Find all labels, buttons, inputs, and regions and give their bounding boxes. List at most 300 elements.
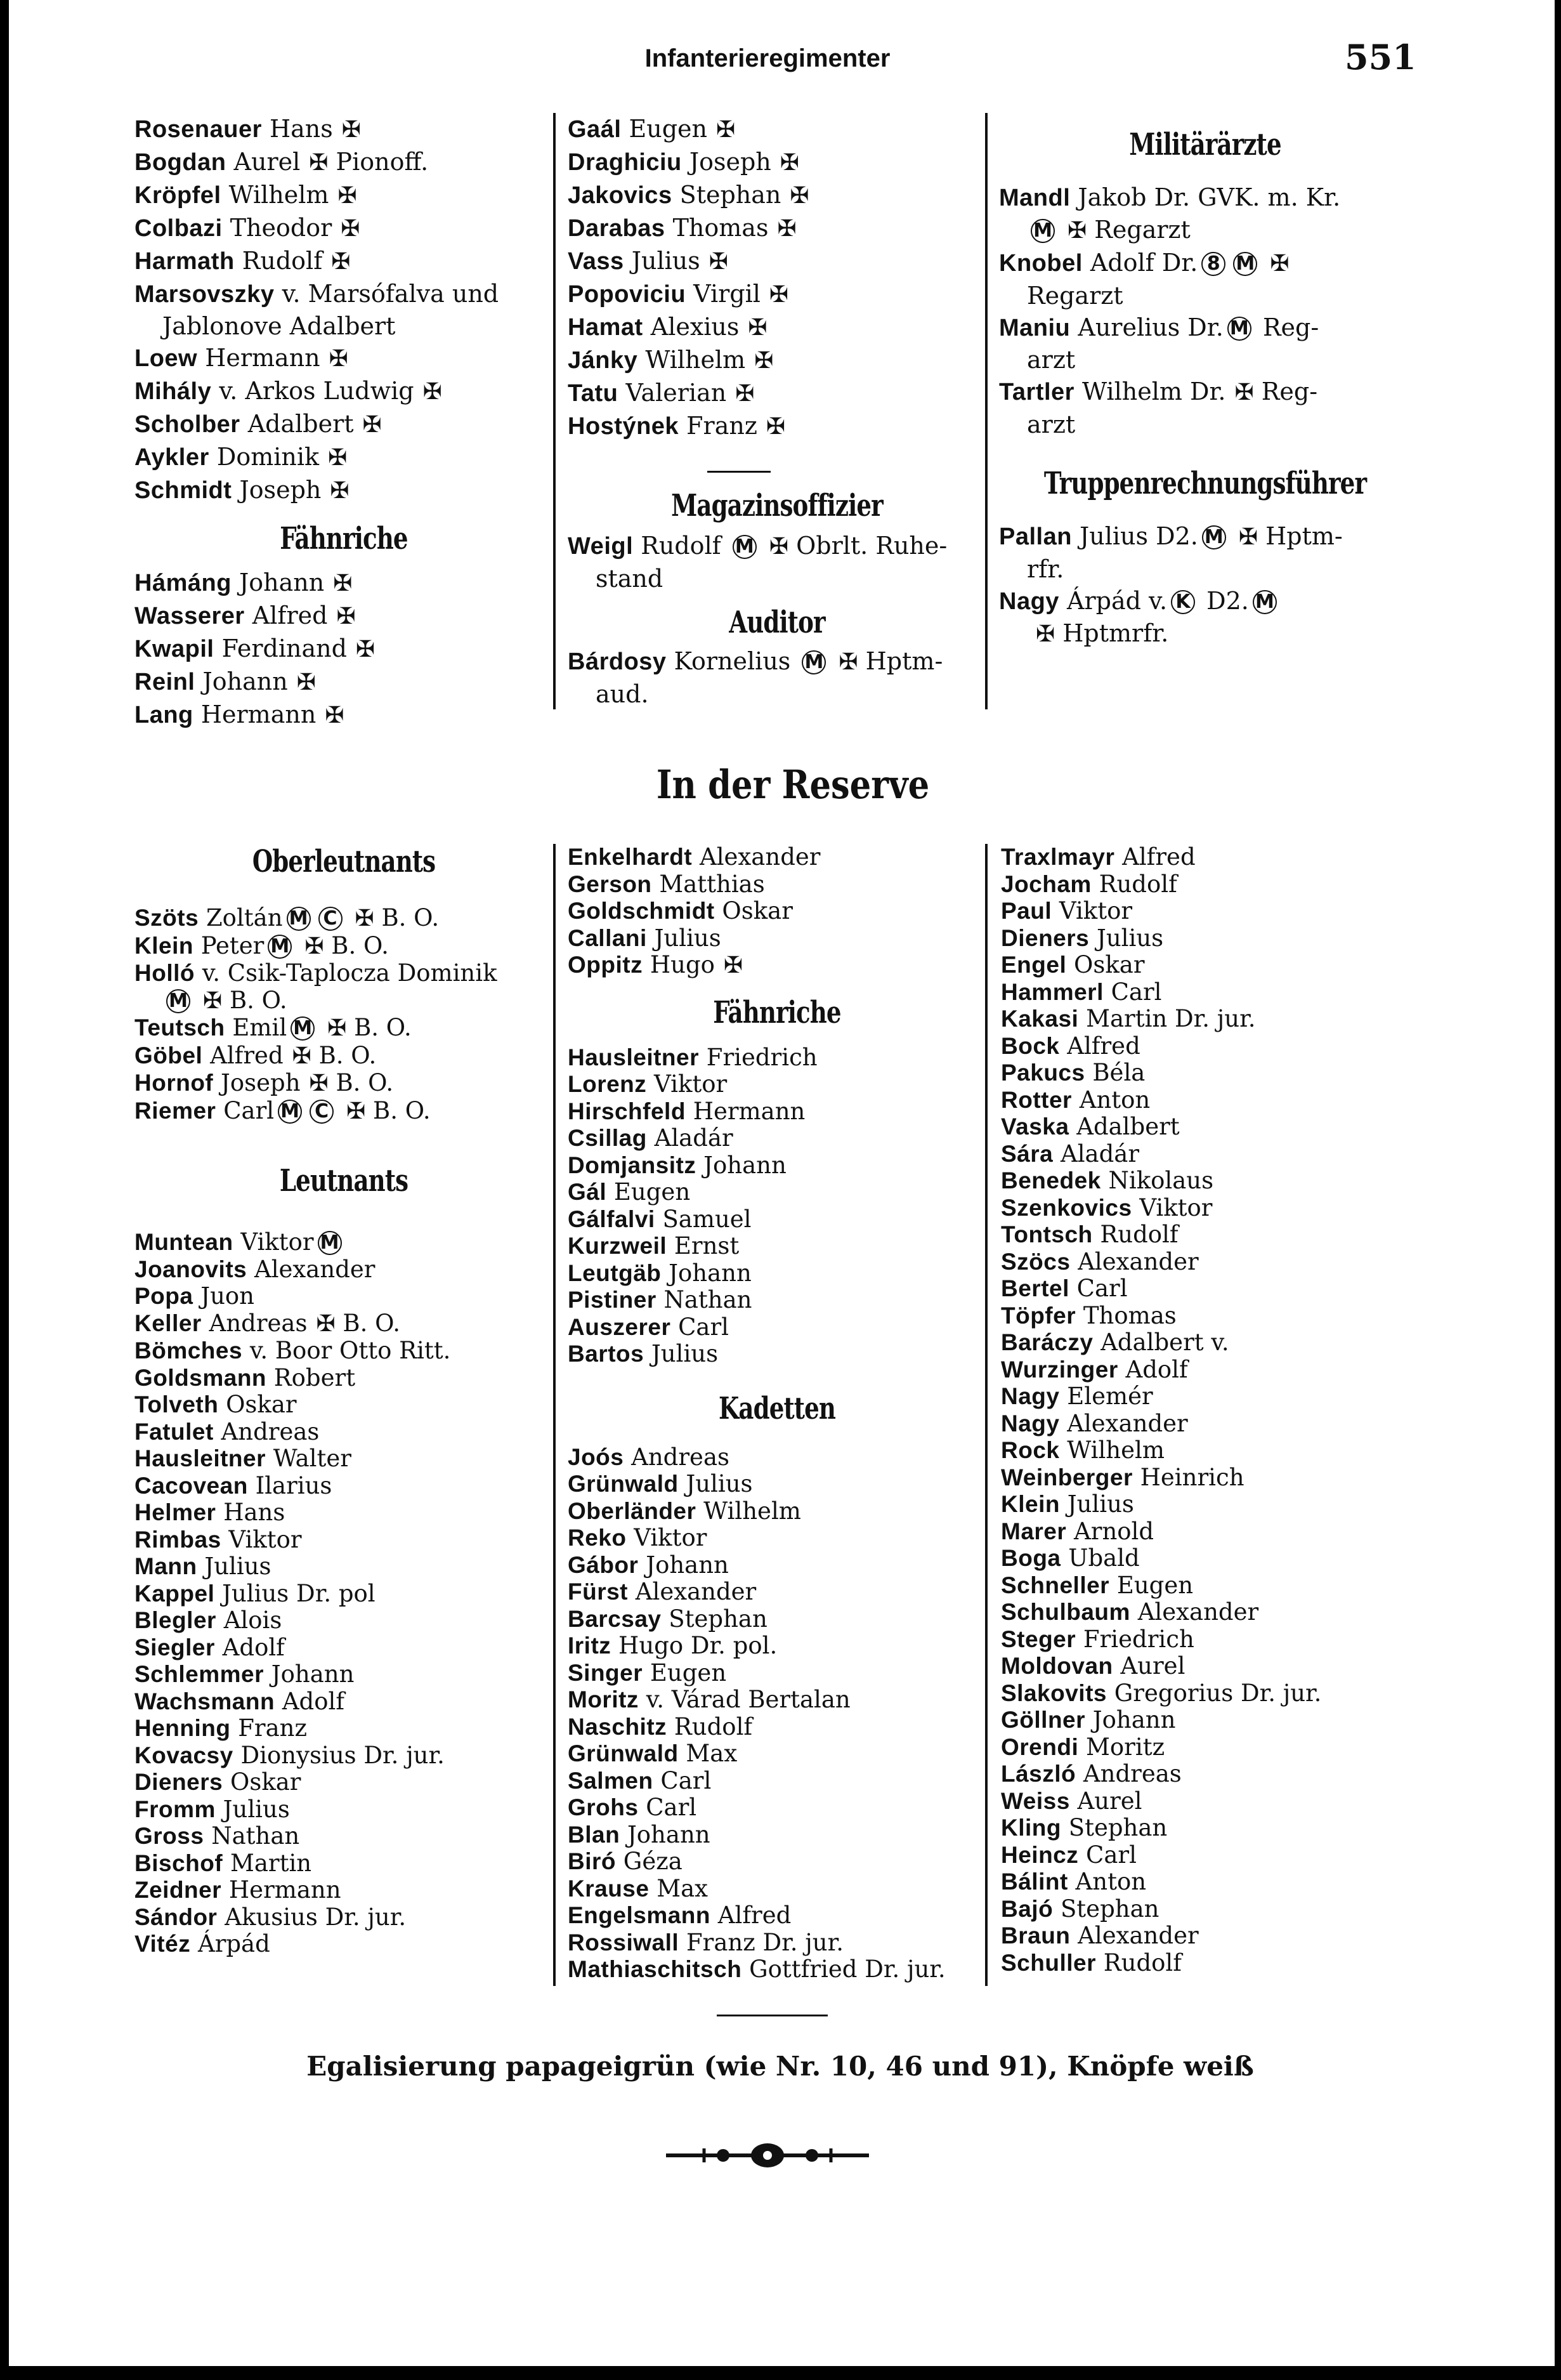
- given-name: Hermann: [228, 1876, 341, 1903]
- merit-medal-icon: M: [1202, 525, 1226, 549]
- roster-entry: [134, 1904, 553, 1931]
- given-name: Max: [686, 1740, 738, 1767]
- given-name: Viktor: [1059, 897, 1133, 924]
- surname: Biró: [568, 1848, 616, 1874]
- given-name: Alois: [223, 1607, 282, 1634]
- section-heading-fahnriche: Fähnriche: [280, 521, 408, 556]
- given-name: Franz: [686, 412, 757, 440]
- given-name: Aurel: [1120, 1652, 1185, 1680]
- given-name: Hans: [223, 1499, 285, 1526]
- surname: Göllner: [1001, 1707, 1086, 1733]
- surname: Orendi: [1001, 1733, 1079, 1760]
- given-name: Adalbert: [1076, 1113, 1180, 1140]
- roster-entry: [568, 1606, 986, 1633]
- surname: Vass: [568, 248, 624, 275]
- roster-entry: [568, 844, 986, 871]
- roster-entry: [134, 1796, 553, 1824]
- roster-entry: [568, 1071, 986, 1098]
- roster-entry: [568, 1848, 986, 1876]
- continuation-text: Hptmrfr.: [1062, 619, 1169, 647]
- surname: Bálint: [1001, 1869, 1068, 1895]
- roster-entry: [568, 1660, 986, 1687]
- cross-icon: ✠: [748, 315, 767, 341]
- reserve-column-2: [568, 844, 986, 1983]
- given-name: Wilhelm: [703, 1497, 801, 1525]
- surname: Fatulet: [134, 1418, 214, 1445]
- given-name: v. Arkos Ludwig: [219, 377, 414, 405]
- column-divider: [985, 113, 988, 709]
- surname: Fromm: [134, 1796, 216, 1822]
- roster-entry: [134, 179, 553, 212]
- given-name: Kornelius: [674, 647, 791, 675]
- roster-entry: [1001, 1141, 1413, 1168]
- roster-entry: [568, 1498, 986, 1525]
- roster-entry: [1001, 1303, 1413, 1330]
- surname: Bartos: [568, 1341, 644, 1367]
- roster-entry: [134, 1419, 553, 1446]
- roster-entry: [568, 1822, 986, 1849]
- roster-entry: [568, 1287, 986, 1314]
- roster-entry: [134, 1473, 553, 1500]
- rank-note: B. O.: [381, 904, 440, 931]
- roster-entry: [999, 520, 1411, 553]
- roster-entry: [134, 1607, 553, 1634]
- surname: Hamat: [568, 314, 643, 341]
- given-name: Jakob Dr. GVK. m. Kr.: [1078, 183, 1341, 211]
- roster-entry: [568, 1552, 986, 1579]
- merit-medal-icon: M: [733, 535, 757, 559]
- roster-entry: [1001, 1006, 1413, 1033]
- scan-border-right: [1555, 0, 1561, 2380]
- given-name: Rudolf: [674, 1713, 753, 1740]
- roster-list: [568, 844, 986, 980]
- surname: Bogdan: [134, 149, 226, 176]
- given-name: Stephan: [1068, 1814, 1168, 1841]
- continuation-text: rfr.: [1027, 555, 1064, 583]
- given-name: Franz Dr. jur.: [686, 1928, 844, 1956]
- surname: Knobel: [999, 250, 1083, 277]
- surname: Heincz: [1001, 1841, 1079, 1868]
- surname: Kurzweil: [568, 1233, 667, 1259]
- roster-entry: [134, 1742, 553, 1770]
- reserve-title: In der Reserve: [656, 761, 930, 808]
- roster-entry: [568, 1206, 986, 1233]
- roster-entry: [1001, 1761, 1413, 1788]
- surname: Kling: [1001, 1815, 1061, 1841]
- surname: Schuller: [1001, 1949, 1096, 1976]
- surname: Hausleitner: [134, 1445, 266, 1471]
- surname: Wachsmann: [134, 1688, 275, 1714]
- top-column-3: [999, 127, 1411, 650]
- roster-entry-continuation: [134, 310, 553, 342]
- given-name: Wilhelm: [228, 181, 329, 209]
- surname: Loew: [134, 345, 198, 372]
- roster-entry: [134, 1445, 553, 1473]
- cross-icon: ✠: [1234, 379, 1254, 405]
- cross-icon: ✠: [1238, 524, 1258, 550]
- surname: Oppitz: [568, 952, 643, 978]
- given-name: Wilhelm: [1067, 1437, 1165, 1464]
- egalisierung-note: Egalisierung papageigrün (wie Nr. 10, 46 und 91), Knöpfe weiß: [306, 2051, 1254, 2082]
- given-name: Gottfried Dr. jur.: [749, 1956, 946, 1983]
- surname: Rimbas: [134, 1526, 221, 1553]
- roster-entry: [1001, 1653, 1413, 1680]
- surname: Szenkovics: [1001, 1194, 1132, 1221]
- given-name: Ilarius: [255, 1471, 332, 1499]
- given-name: Julius: [651, 1340, 719, 1367]
- roster-entry: [134, 1098, 553, 1126]
- running-title: Infanterieregimenter: [644, 44, 891, 72]
- merit-medal-icon: M: [287, 907, 311, 931]
- roster-entry: [1001, 1518, 1413, 1546]
- surname: Muntean: [134, 1229, 233, 1255]
- section-heading-kadetten: Kadetten: [718, 1390, 835, 1426]
- surname: Kappel: [134, 1580, 215, 1607]
- given-name: Ernst: [674, 1232, 740, 1259]
- section-heading-magazinsoffizier: Magazinsoffizier: [671, 488, 883, 523]
- surname: Pistiner: [568, 1287, 656, 1313]
- surname: Helmer: [134, 1499, 216, 1525]
- given-name: Julius D2.: [1080, 522, 1198, 550]
- roster-entry: [568, 1444, 986, 1471]
- roster-entry: [568, 871, 986, 898]
- continuation-text: stand: [596, 565, 663, 593]
- given-name: Stephan: [679, 181, 781, 209]
- cross-icon: ✠: [341, 117, 361, 143]
- given-name: Anton: [1075, 1868, 1147, 1895]
- roster-entry: [134, 1338, 553, 1365]
- surname: Riemer: [134, 1097, 216, 1124]
- rank-note: D2.: [1206, 587, 1249, 615]
- surname: Rossiwall: [568, 1929, 679, 1956]
- given-name: Rudolf: [1103, 1949, 1182, 1976]
- surname: Rosenauer: [134, 116, 262, 143]
- roster-entry: [1001, 898, 1413, 925]
- roster-entry: [1001, 1167, 1413, 1195]
- roster-entry: [1001, 1357, 1413, 1384]
- cross-icon: ✠: [337, 183, 357, 209]
- roster-entry: [1001, 1114, 1413, 1141]
- cross-icon: ✠: [723, 952, 743, 978]
- rank-note: B. O.: [373, 1096, 431, 1124]
- given-name: Carl: [223, 1096, 275, 1124]
- roster-entry: [568, 1260, 986, 1287]
- given-name: Stephan: [669, 1605, 767, 1633]
- surname: Traxlmayr: [1001, 844, 1115, 870]
- roster-entry: [568, 311, 986, 344]
- roster-entry: [568, 245, 986, 278]
- given-name: Emil: [232, 1014, 287, 1041]
- merit-medal-icon: K: [1171, 590, 1195, 614]
- given-name: Stephan: [1060, 1895, 1159, 1923]
- given-name: Johann: [271, 1660, 355, 1688]
- surname: Dieners: [1001, 924, 1090, 951]
- surname: Rock: [1001, 1437, 1060, 1463]
- surname: Nagy: [1001, 1410, 1060, 1437]
- given-name: Wilhelm Dr.: [1082, 378, 1226, 405]
- roster-list: [134, 113, 553, 507]
- roster-entry: [568, 1525, 986, 1552]
- roster-entry: [134, 1070, 553, 1098]
- reserve-column-1: [134, 844, 553, 1958]
- given-name: Moritz: [1086, 1733, 1165, 1761]
- surname: Braun: [1001, 1923, 1071, 1949]
- roster-entry: [1001, 1060, 1413, 1087]
- section-heading-oberleutnants: Oberleutnants: [252, 844, 436, 879]
- cross-icon: ✠: [328, 445, 348, 471]
- given-name: Andreas: [631, 1443, 729, 1471]
- roster-entry: [1001, 1869, 1413, 1896]
- given-name: Juon: [200, 1282, 255, 1310]
- roster-entry: [134, 474, 553, 507]
- roster-list: [999, 520, 1411, 650]
- given-name: Dominik: [216, 443, 320, 471]
- given-name: Matthias: [659, 870, 765, 898]
- roster-entry-continuation: [568, 563, 986, 595]
- surname: Weiss: [1001, 1787, 1070, 1814]
- given-name: Carl: [646, 1794, 697, 1821]
- merit-medal-icon: M: [1227, 317, 1251, 341]
- given-name: Rudolf: [1100, 1221, 1179, 1248]
- given-name: Julius Dr. pol: [222, 1579, 376, 1607]
- roster-list: [134, 1229, 553, 1958]
- surname: Bömches: [134, 1338, 243, 1364]
- roster-entry: [568, 1125, 986, 1152]
- surname: Vitéz: [134, 1931, 191, 1957]
- roster-entry: [1001, 1950, 1413, 1977]
- given-name: Viktor: [634, 1524, 707, 1551]
- surname: Schulbaum: [1001, 1599, 1130, 1625]
- roster-list: [1001, 844, 1413, 1976]
- cross-icon: ✠: [309, 150, 329, 176]
- surname: Sándor: [134, 1903, 218, 1930]
- surname: Engelsmann: [568, 1902, 710, 1928]
- cross-icon: ✠: [346, 1098, 366, 1124]
- given-name: Carl: [1086, 1841, 1137, 1869]
- short-rule: [717, 2015, 828, 2016]
- given-name: Andreas: [1083, 1760, 1182, 1787]
- surname: Pakucs: [1001, 1060, 1085, 1086]
- surname: Tolveth: [134, 1391, 219, 1417]
- roster-entry: [568, 1956, 986, 1983]
- given-name: Friedrich: [1083, 1625, 1194, 1653]
- given-name: Julius: [1067, 1490, 1134, 1518]
- surname: Kröpfel: [134, 182, 221, 209]
- surname: Schneller: [1001, 1572, 1110, 1598]
- surname: Wasserer: [134, 603, 245, 629]
- roster-entry: [1001, 1195, 1413, 1222]
- roster-entry: [134, 1715, 553, 1742]
- rank-note: Obrlt. Ruhe-: [796, 532, 948, 560]
- given-name: Elemér: [1067, 1383, 1153, 1410]
- given-name: Adolf: [282, 1687, 345, 1715]
- roster-entry: [1001, 1680, 1413, 1707]
- continuation-text: Regarzt: [1094, 216, 1191, 244]
- surname: Fürst: [568, 1579, 628, 1605]
- given-name: Carl: [1076, 1275, 1128, 1302]
- given-name: Carl: [1111, 978, 1162, 1006]
- column-divider: [553, 113, 556, 709]
- roster-entry: [568, 1579, 986, 1606]
- surname: Mihály: [134, 378, 212, 405]
- surname: Slakovits: [1001, 1680, 1107, 1706]
- roster-entry: [134, 1527, 553, 1554]
- roster-entry: [134, 1256, 553, 1284]
- given-name: Heinrich: [1140, 1463, 1244, 1491]
- ornament-icon: [660, 2140, 875, 2171]
- cross-icon: ✠: [1270, 251, 1290, 277]
- given-name: Martin: [230, 1849, 312, 1877]
- given-name: Eugen: [1116, 1571, 1194, 1599]
- roster-entry: [568, 645, 986, 678]
- cross-icon: ✠: [296, 669, 316, 695]
- cross-icon: ✠: [422, 379, 442, 405]
- roster-entry: [568, 146, 986, 179]
- merit-medal-icon: M: [268, 935, 292, 959]
- surname: Hornof: [134, 1070, 214, 1096]
- roster-entry: [134, 245, 553, 278]
- rank-note: B. O.: [354, 1014, 412, 1041]
- cross-icon: ✠: [292, 1042, 311, 1069]
- top-column-1: [134, 113, 553, 732]
- roster-entry: [568, 1902, 986, 1930]
- given-name: Dionysius Dr. jur.: [240, 1741, 445, 1769]
- surname: Popa: [134, 1283, 193, 1309]
- cross-icon: ✠: [329, 346, 348, 372]
- surname: Henning: [134, 1715, 231, 1741]
- surname: Draghiciu: [568, 149, 682, 176]
- surname: Mathiaschitsch: [568, 1956, 742, 1982]
- roster-entry: [134, 699, 553, 732]
- roster-entry: [1001, 1437, 1413, 1464]
- roster-entry: [1001, 1896, 1413, 1923]
- continuation-text: arzt: [1027, 411, 1076, 438]
- roster-entry: [1001, 1491, 1413, 1518]
- surname: Gerson: [568, 871, 652, 897]
- roster-entry: [999, 181, 1411, 214]
- roster-entry: [1001, 1383, 1413, 1410]
- roster-entry: [134, 960, 553, 987]
- surname: Weigl: [568, 533, 634, 560]
- surname: Reinl: [134, 669, 195, 695]
- cross-icon: ✠: [325, 702, 344, 728]
- continuation-text: B. O.: [229, 986, 287, 1014]
- given-name: Alexander: [1078, 1922, 1199, 1949]
- roster-entry: [1001, 925, 1413, 952]
- roster-entry: [568, 1794, 986, 1822]
- merit-medal-icon: M: [291, 1016, 315, 1041]
- cross-icon: ✠: [754, 348, 774, 374]
- given-name: Alfred: [210, 1041, 284, 1069]
- roster-entry: [134, 1850, 553, 1877]
- given-name: Julius: [1097, 924, 1164, 952]
- roster-entry: [568, 1098, 986, 1126]
- given-name: Oskar: [1074, 951, 1145, 978]
- surname: Hausleitner: [568, 1044, 700, 1070]
- roster-entry: [134, 905, 553, 933]
- given-name: Johann: [202, 667, 288, 695]
- cross-icon: ✠: [715, 117, 736, 143]
- cross-icon: ✠: [1068, 218, 1087, 244]
- roster-entry: [1001, 1626, 1413, 1654]
- rank-note: Pionoff.: [336, 148, 429, 176]
- given-name: Adolf: [222, 1633, 285, 1661]
- cross-icon: ✠: [309, 1070, 329, 1096]
- surname: Boga: [1001, 1545, 1061, 1571]
- surname: Singer: [568, 1659, 643, 1686]
- rank-note: Hptm-: [1265, 522, 1343, 550]
- roster-entry: [134, 1769, 553, 1796]
- roster-entry: [1001, 871, 1413, 898]
- given-name: Hermann: [200, 700, 317, 728]
- given-name: Andreas: [221, 1417, 320, 1445]
- surname: László: [1001, 1761, 1076, 1787]
- roster-entry: [999, 376, 1411, 409]
- surname: Maniu: [999, 315, 1071, 341]
- roster-entry: [568, 1930, 986, 1957]
- cross-icon: ✠: [790, 183, 809, 209]
- given-name: Johann: [669, 1259, 752, 1287]
- surname: Tontsch: [1001, 1221, 1093, 1247]
- surname: Grünwald: [568, 1740, 679, 1766]
- roster-entry: [134, 1553, 553, 1581]
- roster-entry: [134, 666, 553, 699]
- given-name: Gregorius Dr. jur.: [1114, 1679, 1322, 1707]
- given-name: Carl: [660, 1766, 712, 1794]
- surname: Hammerl: [1001, 978, 1104, 1005]
- given-name: Carl: [678, 1313, 729, 1341]
- surname: Keller: [134, 1310, 202, 1336]
- given-name: Johann: [1092, 1706, 1176, 1733]
- given-name: Virgil: [693, 280, 761, 308]
- roster-entry: [134, 342, 553, 375]
- surname: Tatu: [568, 380, 618, 407]
- given-name: Ferdinand: [221, 634, 347, 662]
- surname: Lang: [134, 702, 193, 728]
- surname: Gál: [568, 1179, 607, 1205]
- section-heading-auditor: Auditor: [729, 605, 825, 640]
- given-name: Johann: [703, 1151, 787, 1179]
- given-name: Julius: [654, 924, 721, 952]
- surname: Darabas: [568, 215, 665, 242]
- surname: Enkelhardt: [568, 844, 693, 870]
- roster-entry: [1001, 952, 1413, 979]
- given-name: Viktor: [654, 1070, 728, 1098]
- roster-entry: [568, 212, 986, 245]
- given-name: Julius: [223, 1795, 290, 1823]
- cross-icon: ✠: [330, 478, 349, 504]
- rank-note: B. O.: [336, 1069, 394, 1096]
- given-name: Rudolf: [1099, 870, 1177, 898]
- given-name: Zoltán: [206, 904, 283, 931]
- roster-entry: [1001, 979, 1413, 1006]
- roster-entry: [134, 441, 553, 474]
- surname: Sára: [1001, 1140, 1054, 1167]
- cross-icon: ✠: [362, 412, 382, 438]
- given-name: Anton: [1079, 1086, 1151, 1114]
- surname: Zeidner: [134, 1877, 222, 1903]
- given-name: Aurel: [233, 148, 301, 176]
- surname: Baráczy: [1001, 1329, 1094, 1355]
- roster-entry: [1001, 1545, 1413, 1572]
- cross-icon: ✠: [316, 1310, 336, 1337]
- roster-entry: [999, 312, 1411, 344]
- roster-entry: [999, 585, 1411, 617]
- roster-entry: [568, 1341, 986, 1368]
- cross-icon: ✠: [777, 216, 797, 242]
- surname: Gaál: [568, 116, 622, 143]
- cross-icon: ✠: [331, 249, 351, 275]
